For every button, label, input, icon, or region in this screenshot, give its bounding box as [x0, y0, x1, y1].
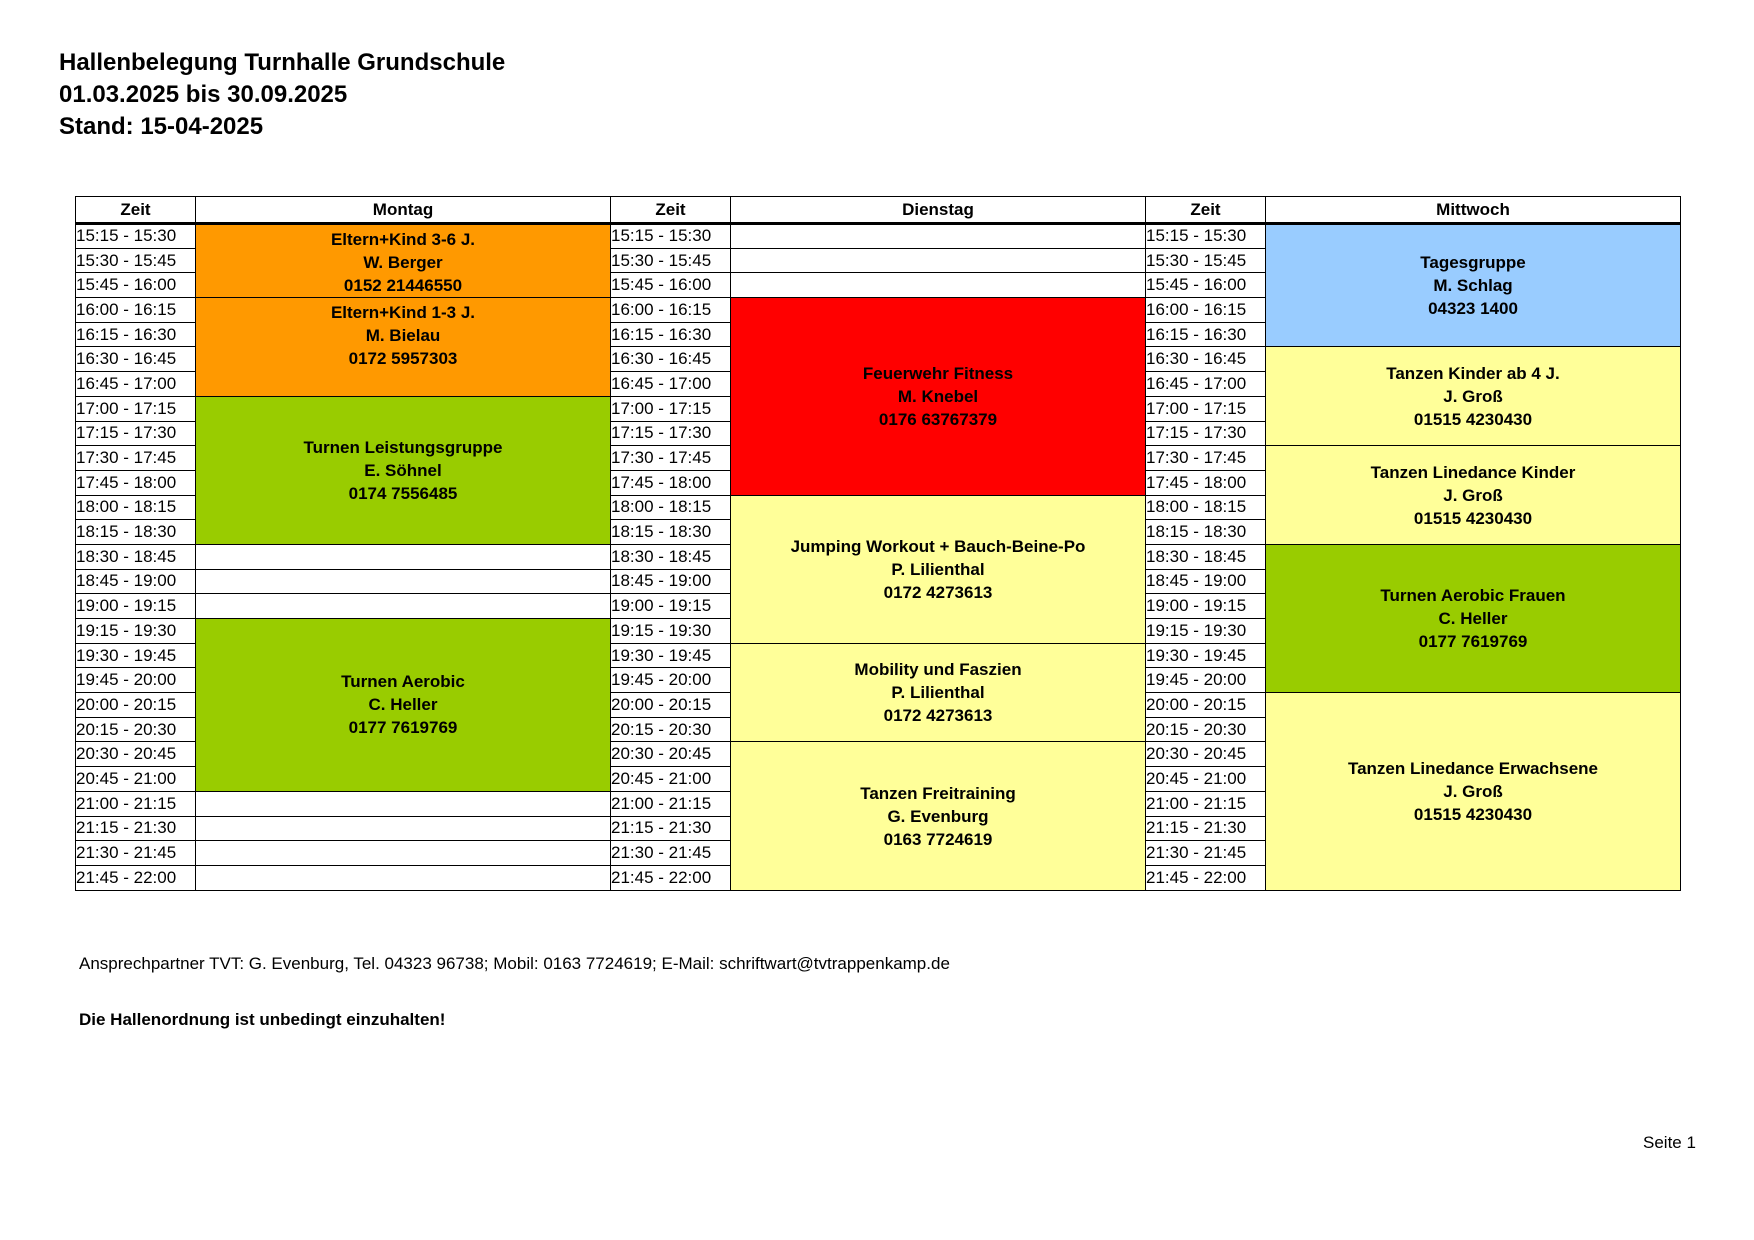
time-cell: 21:30 - 21:45	[1146, 841, 1266, 866]
time-cell: 21:15 - 21:30	[76, 816, 196, 841]
time-cell: 19:15 - 19:30	[611, 619, 731, 644]
contact-line: Ansprechpartner TVT: G. Evenburg, Tel. 04323 96738; Mobil: 0163 7724619; E-Mail: schriftwart@tvtrappenkamp.de	[79, 954, 950, 973]
time-cell: 21:45 - 22:00	[76, 865, 196, 890]
time-cell: 16:00 - 16:15	[611, 298, 731, 323]
time-cell: 21:00 - 21:15	[1146, 791, 1266, 816]
time-cell: 20:30 - 20:45	[1146, 742, 1266, 767]
empty-slot	[196, 791, 611, 816]
time-cell: 15:15 - 15:30	[1146, 224, 1266, 249]
time-cell: 15:15 - 15:30	[76, 224, 196, 249]
booking-trainer: J. Groß	[1443, 386, 1503, 406]
document-title: Hallenbelegung Turnhalle Grundschule	[59, 49, 506, 76]
time-cell: 20:15 - 20:30	[611, 717, 731, 742]
booking-phone: 0172 5957303	[348, 349, 458, 369]
time-cell: 17:30 - 17:45	[76, 446, 196, 471]
booking-activity: Tanzen Freitraining	[860, 783, 1016, 803]
time-cell: 16:30 - 16:45	[1146, 347, 1266, 372]
document-title-block	[59, 47, 505, 143]
empty-slot	[196, 594, 611, 619]
booking-activity: Turnen Leistungsgruppe	[303, 437, 503, 457]
header-mittwoch: Mittwoch	[1266, 197, 1681, 224]
time-cell: 18:30 - 18:45	[76, 544, 196, 569]
time-cell: 15:30 - 15:45	[76, 248, 196, 273]
time-cell: 19:45 - 20:00	[76, 668, 196, 693]
time-cell: 16:45 - 17:00	[611, 372, 731, 397]
time-cell: 17:30 - 17:45	[1146, 446, 1266, 471]
empty-slot	[196, 841, 611, 866]
time-cell: 15:45 - 16:00	[76, 273, 196, 298]
time-cell: 16:45 - 17:00	[76, 372, 196, 397]
booking-trainer: C. Heller	[368, 695, 438, 715]
time-cell: 17:00 - 17:15	[1146, 396, 1266, 421]
time-cell: 19:45 - 20:00	[611, 668, 731, 693]
time-cell: 18:45 - 19:00	[76, 569, 196, 594]
empty-slot	[196, 569, 611, 594]
schedule-table	[75, 196, 1681, 891]
header-zeit-2: Zeit	[611, 197, 731, 224]
header-dienstag: Dienstag	[731, 197, 1146, 224]
booking-phone: 01515 4230430	[1413, 409, 1533, 429]
time-cell: 15:30 - 15:45	[1146, 248, 1266, 273]
table-row	[76, 224, 1681, 249]
time-cell: 20:45 - 21:00	[76, 767, 196, 792]
booking-block	[731, 495, 1146, 643]
time-cell: 20:45 - 21:00	[611, 767, 731, 792]
time-cell: 20:15 - 20:30	[76, 717, 196, 742]
time-cell: 17:15 - 17:30	[76, 421, 196, 446]
time-cell: 17:45 - 18:00	[611, 470, 731, 495]
time-cell: 21:00 - 21:15	[611, 791, 731, 816]
booking-phone: 0176 63767379	[878, 409, 998, 429]
time-cell: 18:15 - 18:30	[76, 520, 196, 545]
empty-slot	[731, 224, 1146, 249]
booking-phone: 0163 7724619	[883, 829, 993, 849]
booking-activity: Mobility und Faszien	[854, 660, 1022, 680]
time-cell: 16:15 - 16:30	[611, 322, 731, 347]
booking-trainer: M. Bielau	[365, 326, 441, 346]
time-cell: 21:15 - 21:30	[1146, 816, 1266, 841]
schedule-body	[76, 224, 1681, 891]
booking-activity: Turnen Aerobic Frauen	[1380, 586, 1566, 605]
time-cell: 15:15 - 15:30	[611, 224, 731, 249]
time-cell: 19:00 - 19:15	[611, 594, 731, 619]
time-cell: 20:00 - 20:15	[1146, 693, 1266, 718]
time-cell: 18:00 - 18:15	[611, 495, 731, 520]
time-cell: 19:00 - 19:15	[1146, 594, 1266, 619]
booking-activity: Tagesgruppe	[1420, 253, 1526, 273]
booking-block	[196, 396, 611, 544]
booking-activity: Turnen Aerobic	[341, 672, 465, 692]
time-cell: 20:00 - 20:15	[611, 693, 731, 718]
time-cell: 18:45 - 19:00	[1146, 569, 1266, 594]
booking-phone: 0172 4273613	[883, 582, 993, 602]
booking-block	[196, 298, 611, 397]
booking-trainer: G. Evenburg	[887, 806, 989, 826]
empty-slot	[731, 248, 1146, 273]
time-cell: 18:45 - 19:00	[611, 569, 731, 594]
time-cell: 21:00 - 21:15	[76, 791, 196, 816]
time-cell: 16:15 - 16:30	[76, 322, 196, 347]
booking-activity: Jumping Workout + Bauch-Beine-Po	[790, 536, 1086, 556]
time-cell: 18:00 - 18:15	[1146, 495, 1266, 520]
time-cell: 17:00 - 17:15	[611, 396, 731, 421]
time-cell: 15:45 - 16:00	[611, 273, 731, 298]
time-cell: 19:00 - 19:15	[76, 594, 196, 619]
booking-trainer: W. Berger	[363, 253, 443, 272]
time-cell: 21:45 - 22:00	[1146, 865, 1266, 890]
booking-block	[1266, 347, 1681, 446]
booking-trainer: M. Schlag	[1433, 276, 1513, 296]
time-cell: 17:30 - 17:45	[611, 446, 731, 471]
booking-phone: 0152 21446550	[343, 276, 463, 295]
time-cell: 16:15 - 16:30	[1146, 322, 1266, 347]
booking-phone: 0174 7556485	[348, 483, 458, 503]
time-cell: 16:30 - 16:45	[76, 347, 196, 372]
booking-phone: 0172 4273613	[883, 706, 993, 726]
time-cell: 16:30 - 16:45	[611, 347, 731, 372]
hall-rules-notice: Die Hallenordnung ist unbedingt einzuhalten!	[79, 1010, 446, 1029]
booking-phone: 01515 4230430	[1413, 508, 1533, 528]
booking-phone: 01515 4230430	[1413, 804, 1533, 824]
time-cell: 19:30 - 19:45	[1146, 643, 1266, 668]
booking-block	[731, 742, 1146, 890]
time-cell: 20:30 - 20:45	[76, 742, 196, 767]
booking-activity: Tanzen Linedance Erwachsene	[1347, 758, 1599, 778]
header-zeit-3: Zeit	[1146, 197, 1266, 224]
time-cell: 17:00 - 17:15	[76, 396, 196, 421]
booking-block	[731, 298, 1146, 496]
time-cell: 21:30 - 21:45	[76, 841, 196, 866]
booking-phone: 0177 7619769	[348, 718, 458, 738]
schedule-header-row	[76, 197, 1681, 224]
time-cell: 18:15 - 18:30	[1146, 520, 1266, 545]
time-cell: 17:15 - 17:30	[1146, 421, 1266, 446]
booking-activity: Tanzen Linedance Kinder	[1370, 462, 1576, 482]
booking-activity: Eltern+Kind 1-3 J.	[330, 303, 476, 323]
document-stand: Stand: 15-04-2025	[59, 113, 264, 140]
time-cell: 18:15 - 18:30	[611, 520, 731, 545]
time-cell: 19:15 - 19:30	[1146, 619, 1266, 644]
time-cell: 18:30 - 18:45	[611, 544, 731, 569]
booking-block	[1266, 693, 1681, 891]
empty-slot	[196, 816, 611, 841]
time-cell: 16:00 - 16:15	[1146, 298, 1266, 323]
time-cell: 16:00 - 16:15	[76, 298, 196, 323]
empty-slot	[196, 544, 611, 569]
time-cell: 20:00 - 20:15	[76, 693, 196, 718]
header-montag: Montag	[196, 197, 611, 224]
time-cell: 17:45 - 18:00	[76, 470, 196, 495]
time-cell: 17:45 - 18:00	[1146, 470, 1266, 495]
time-cell: 19:30 - 19:45	[76, 643, 196, 668]
time-cell: 15:30 - 15:45	[611, 248, 731, 273]
booking-block	[1266, 544, 1681, 692]
booking-block	[196, 619, 611, 792]
time-cell: 21:30 - 21:45	[611, 841, 731, 866]
booking-trainer: C. Heller	[1438, 609, 1508, 628]
empty-slot	[196, 865, 611, 890]
time-cell: 19:15 - 19:30	[76, 619, 196, 644]
time-cell: 21:45 - 22:00	[611, 865, 731, 890]
page-number: Seite 1	[1643, 1133, 1696, 1152]
booking-trainer: P. Lilienthal	[891, 683, 985, 703]
time-cell: 18:00 - 18:15	[76, 495, 196, 520]
booking-block	[731, 643, 1146, 742]
time-cell: 20:15 - 20:30	[1146, 717, 1266, 742]
time-cell: 19:30 - 19:45	[611, 643, 731, 668]
booking-block	[1266, 224, 1681, 347]
booking-trainer: M. Knebel	[897, 386, 979, 406]
booking-block	[196, 224, 611, 298]
time-cell: 16:45 - 17:00	[1146, 372, 1266, 397]
booking-phone: 04323 1400	[1428, 299, 1518, 319]
booking-activity: Eltern+Kind 3-6 J.	[330, 230, 476, 249]
booking-trainer: P. Lilienthal	[891, 559, 985, 579]
document-period: 01.03.2025 bis 30.09.2025	[59, 81, 348, 108]
booking-trainer: J. Groß	[1443, 781, 1503, 801]
header-zeit-1: Zeit	[76, 197, 196, 224]
booking-activity: Tanzen Kinder ab 4 J.	[1386, 363, 1560, 383]
time-cell: 19:45 - 20:00	[1146, 668, 1266, 693]
time-cell: 20:30 - 20:45	[611, 742, 731, 767]
booking-trainer: J. Groß	[1443, 485, 1503, 505]
time-cell: 15:45 - 16:00	[1146, 273, 1266, 298]
booking-activity: Feuerwehr Fitness	[862, 363, 1014, 383]
booking-phone: 0177 7619769	[1418, 632, 1528, 651]
booking-trainer: E. Söhnel	[364, 460, 442, 480]
time-cell: 21:15 - 21:30	[611, 816, 731, 841]
empty-slot	[731, 273, 1146, 298]
booking-block	[1266, 446, 1681, 545]
time-cell: 18:30 - 18:45	[1146, 544, 1266, 569]
time-cell: 17:15 - 17:30	[611, 421, 731, 446]
time-cell: 20:45 - 21:00	[1146, 767, 1266, 792]
